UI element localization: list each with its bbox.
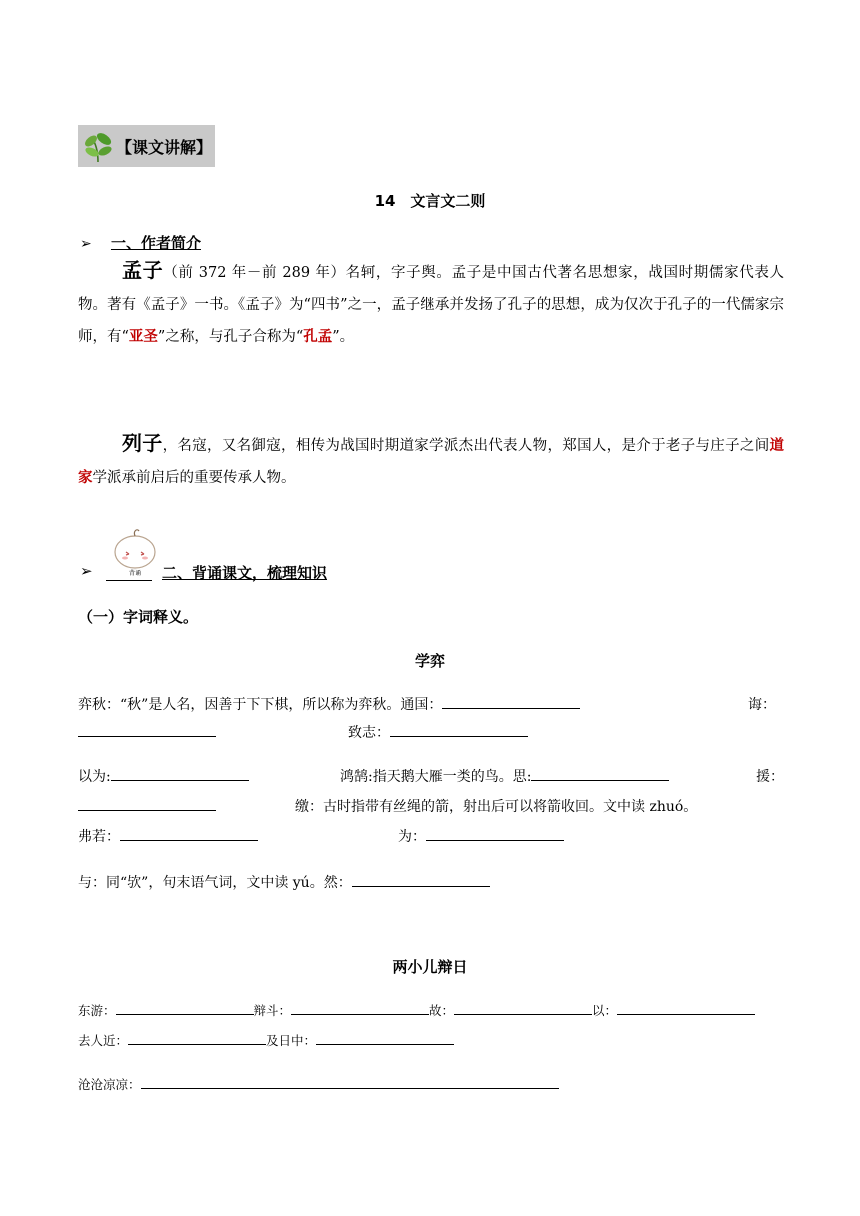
answer-blank[interactable] bbox=[116, 1000, 254, 1015]
definition-text: 援： bbox=[756, 769, 784, 785]
lesson-title: 14 文言文二则 bbox=[374, 192, 486, 210]
answer-blank[interactable] bbox=[316, 1030, 454, 1045]
xueyi-line-3 bbox=[78, 766, 249, 786]
definition-text: 辩斗： bbox=[253, 1003, 292, 1018]
underline-decoration bbox=[106, 580, 152, 581]
author-name: 列子 bbox=[122, 431, 163, 455]
definition-text: 弗若： bbox=[78, 829, 120, 845]
definition-text: 去人近： bbox=[78, 1033, 129, 1048]
definition-text: 沧沧凉凉： bbox=[78, 1077, 141, 1092]
answer-blank[interactable] bbox=[352, 872, 490, 887]
definition-text: 以为: bbox=[78, 769, 111, 785]
definition-text: 鸿鹄:指天鹅大雁一类的鸟。思: bbox=[340, 769, 532, 785]
answer-blank[interactable] bbox=[426, 826, 564, 841]
definition-text: 东游： bbox=[78, 1003, 116, 1018]
liangxiaoer-line-2 bbox=[78, 1030, 454, 1049]
xueyi-line-6 bbox=[78, 872, 490, 892]
answer-blank-row bbox=[78, 722, 216, 741]
arrow-bullet-icon: ➢ bbox=[80, 236, 92, 252]
leaf-icon bbox=[82, 129, 114, 163]
definition-text: 与：同“欤”，句末语气词，文中读 yú。然： bbox=[78, 875, 352, 891]
section-title: 一、作者简介 bbox=[110, 234, 201, 252]
xueyi-heading: 学弈 bbox=[414, 652, 445, 670]
answer-blank[interactable] bbox=[111, 766, 249, 781]
mascot-label: 背诵 bbox=[128, 570, 142, 577]
definition-text: 以： bbox=[592, 1003, 618, 1018]
answer-blank[interactable] bbox=[617, 1000, 755, 1015]
highlight-term: 孔孟 bbox=[303, 329, 333, 345]
xueyi-line-4: 缴：古时指带有丝绳的箭，射出后可以将箭收回。文中读 zhuó。 bbox=[295, 799, 698, 815]
definition-text: 致志： bbox=[348, 725, 390, 741]
highlight-term: 道家 bbox=[78, 438, 785, 486]
liangxiaoer-line-3 bbox=[78, 1074, 559, 1093]
liezi-paragraph bbox=[78, 427, 784, 494]
answer-blank[interactable] bbox=[390, 722, 528, 737]
paragraph-text: ”之称，与孔子合称为“ bbox=[157, 329, 304, 345]
xueyi-line-3b bbox=[340, 766, 669, 786]
paragraph-text: 学派承前启后的重要传承人物。 bbox=[92, 470, 296, 486]
subsection-title: （一）字词释义。 bbox=[78, 608, 199, 626]
answer-blank[interactable] bbox=[141, 1074, 559, 1089]
paragraph-text: ，名寇，又名御寇，相传为战国时期道家学派杰出代表人物，郑国人，是介于老子与庄子之间 bbox=[162, 438, 770, 454]
section-title: 二、背诵课文，梳理知识 bbox=[162, 564, 328, 582]
answer-blank[interactable] bbox=[291, 1000, 429, 1015]
answer-blank[interactable] bbox=[128, 1030, 266, 1045]
definition-text: 弈秋：“秋”是人名，因善于下下棋，所以称为弈秋。通国： bbox=[78, 697, 443, 713]
definition-text: 及日中： bbox=[266, 1033, 317, 1048]
xueyi-line-1 bbox=[78, 694, 580, 714]
xueyi-line-5 bbox=[78, 826, 258, 846]
section-author-intro bbox=[80, 232, 201, 253]
mengzi-paragraph bbox=[78, 254, 784, 353]
highlight-term: 亚圣 bbox=[128, 329, 158, 345]
paragraph-text: （前 372 年－前 289 年）名轲，字子舆。孟子是中国古代著名思想家，战国时期儒家代表人物。著有《孟子》一书。《孟子》为“四书”之一，孟子继承并发扬了孔子的思想，成为仅次于孔子的一代儒家宗师，有“ bbox=[78, 265, 784, 345]
liangxiaoer-heading: 两小儿辩日 bbox=[392, 958, 468, 976]
banner-label: 【课文讲解】 bbox=[116, 137, 213, 157]
answer-blank[interactable] bbox=[454, 1000, 592, 1015]
arrow-bullet-icon: ➢ bbox=[80, 562, 93, 580]
xueyi-line-5b bbox=[398, 826, 564, 846]
definition-text: 故： bbox=[429, 1003, 455, 1018]
answer-blank-row bbox=[78, 796, 216, 815]
definition-text: 为： bbox=[398, 829, 426, 845]
paragraph-text: ”。 bbox=[332, 329, 355, 345]
author-name: 孟子 bbox=[122, 258, 164, 282]
section-recite-title bbox=[162, 562, 327, 583]
lesson-banner bbox=[78, 125, 215, 167]
recite-mascot-icon bbox=[108, 522, 160, 578]
definition-text: 诲： bbox=[748, 697, 776, 713]
answer-blank[interactable] bbox=[78, 722, 216, 737]
liangxiaoer-line-1 bbox=[78, 1000, 755, 1019]
answer-blank[interactable] bbox=[442, 694, 580, 709]
answer-blank[interactable] bbox=[78, 796, 216, 811]
answer-blank[interactable] bbox=[120, 826, 258, 841]
answer-blank[interactable] bbox=[531, 766, 669, 781]
xueyi-line-2 bbox=[348, 722, 528, 742]
